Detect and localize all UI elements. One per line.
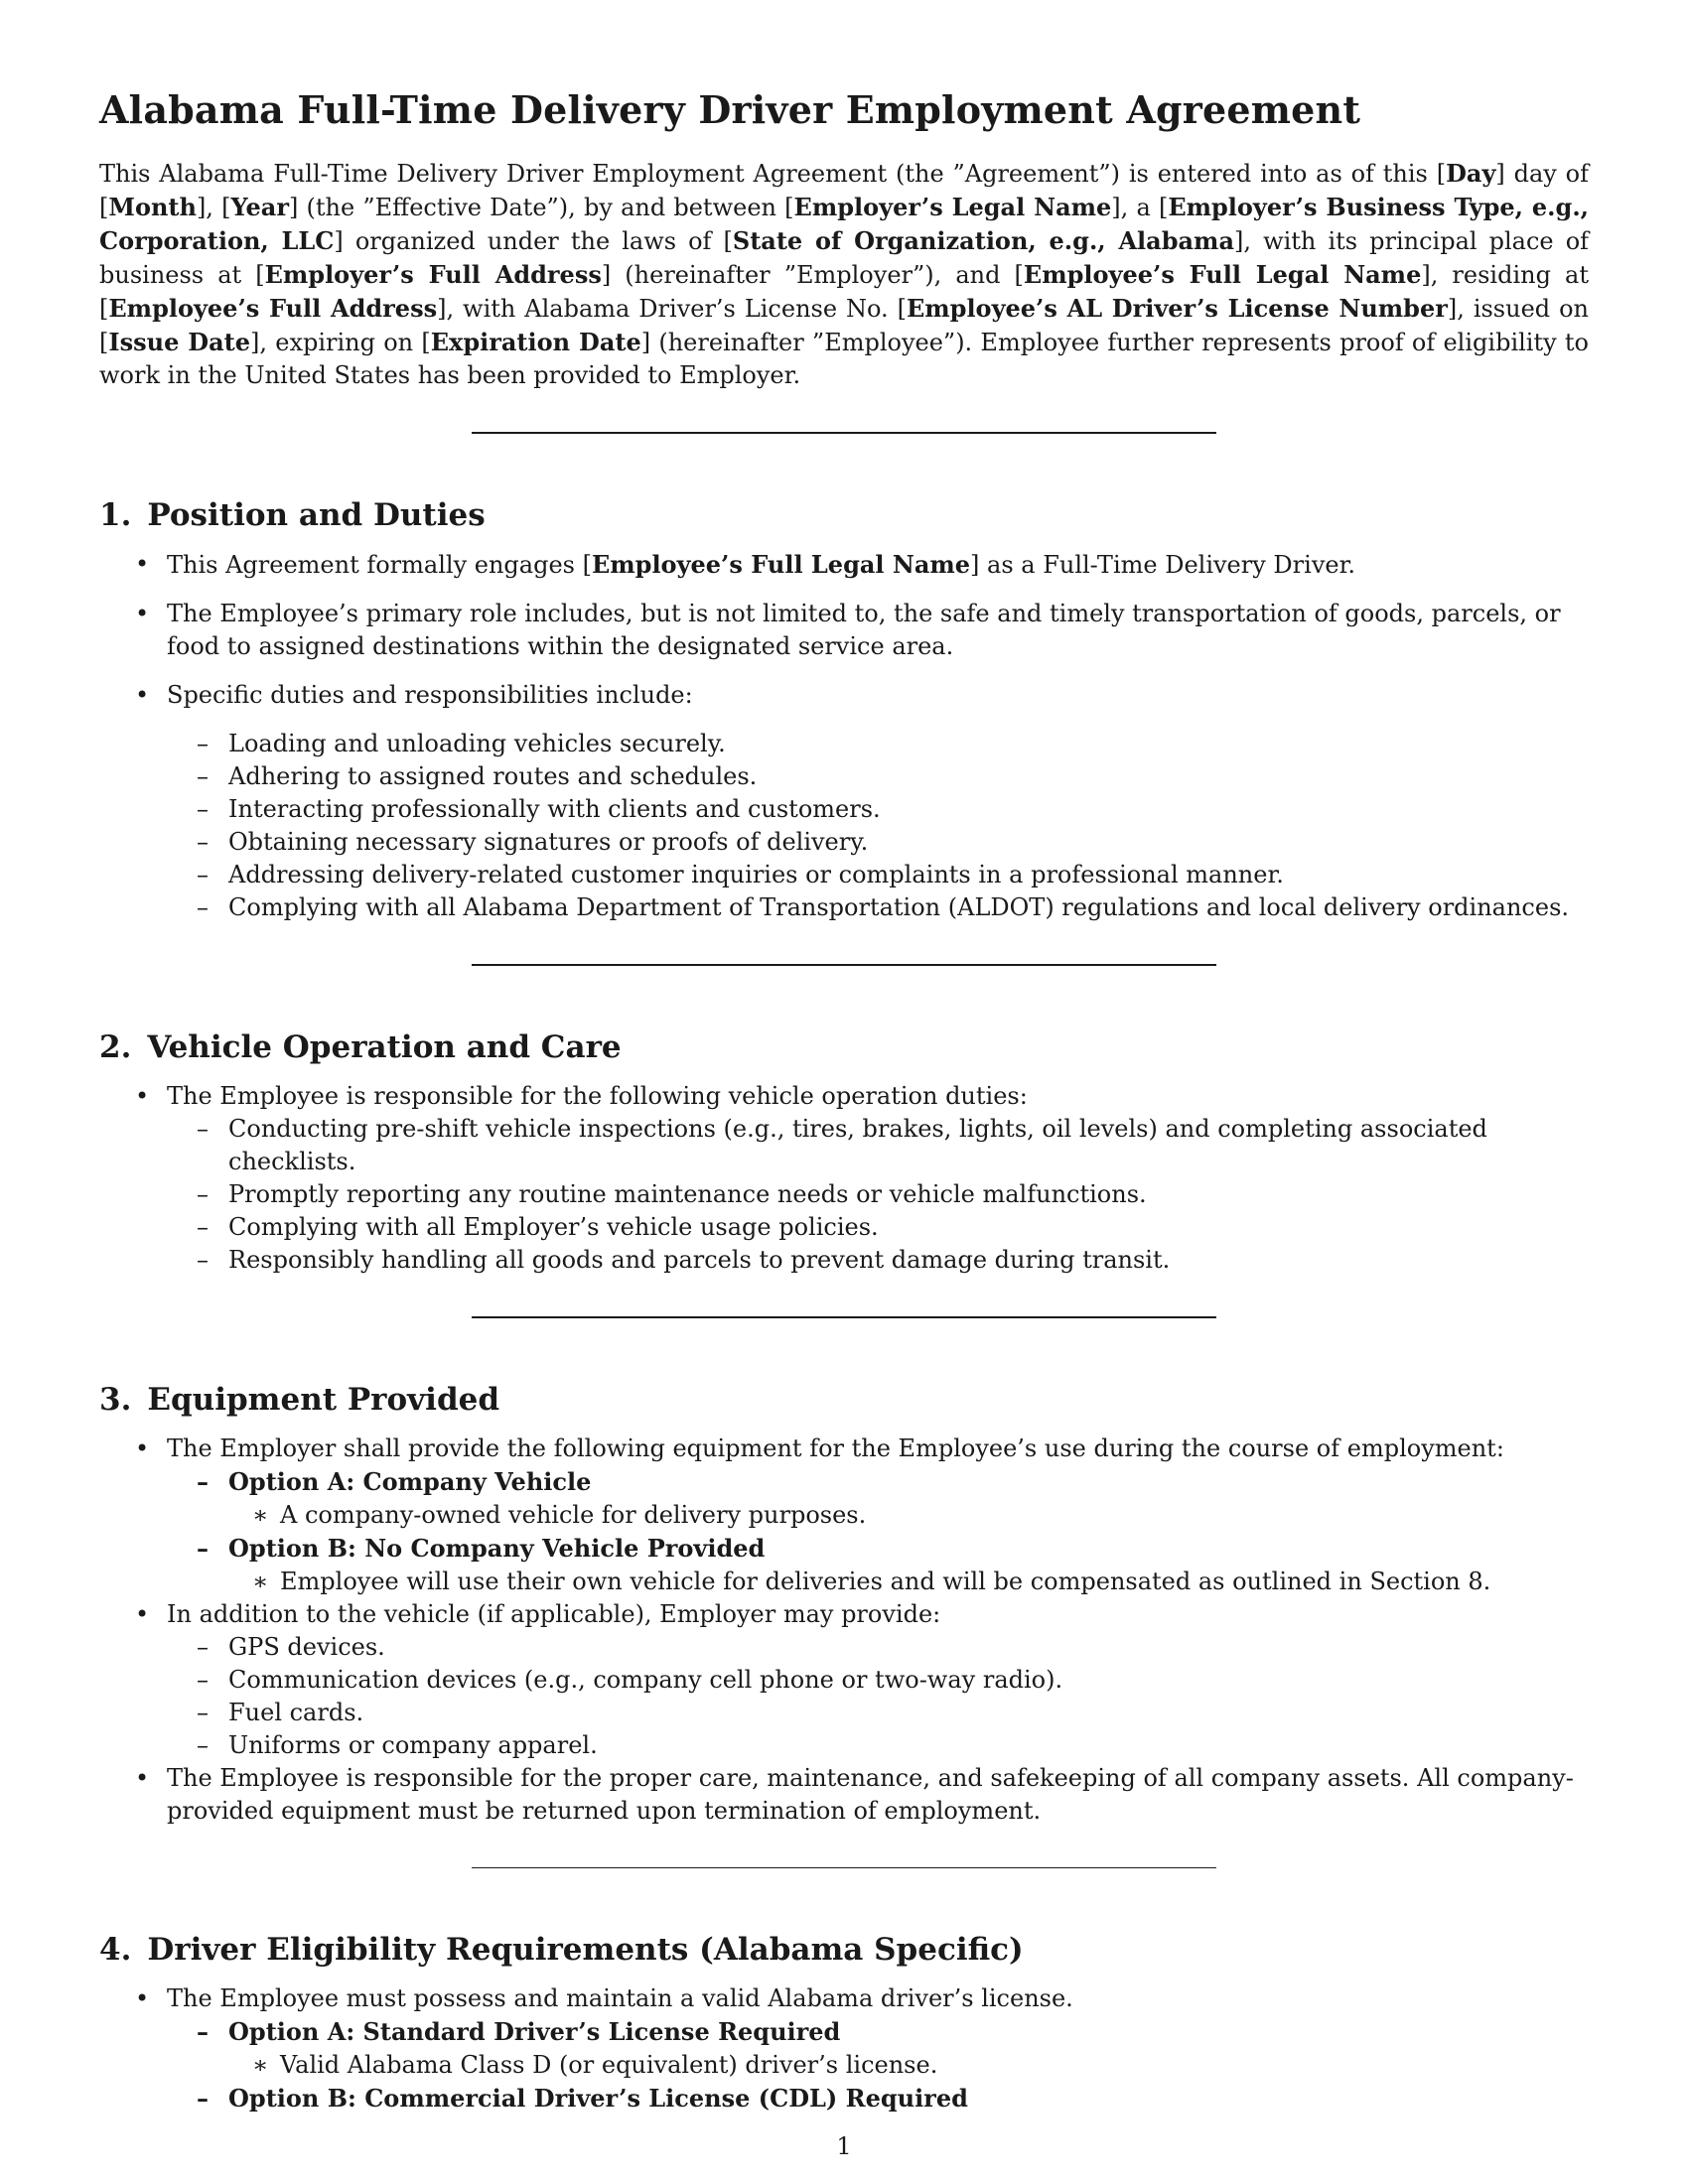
bullet-icon: • <box>135 599 150 627</box>
intro-paragraph <box>99 157 1589 392</box>
sub-list-item <box>167 859 1589 891</box>
list-item <box>99 1762 1589 1828</box>
sub-list-item-text: Conducting pre-shift vehicle inspections (e.g., tires, brakes, lights, oil levels) and completing associated checklists. <box>228 1114 1487 1175</box>
sub-sub-list <box>228 2049 1589 2082</box>
sub-sub-list-item-text: Employee will use their own vehicle for deliveries and will be compensated as outlined in Section 8. <box>280 1568 1491 1596</box>
sub-list-item <box>167 1211 1589 1244</box>
dash-icon: – <box>197 729 209 757</box>
list-item <box>99 1982 1589 2116</box>
section-number: 3. <box>99 1381 132 1418</box>
placeholder-employer-name: Employer’s Legal Name <box>793 192 1112 221</box>
sub-list-item <box>167 1697 1589 1729</box>
sub-list-item <box>167 1465 1589 1532</box>
section-equipment-provided <box>99 1382 1589 1828</box>
sub-sub-list-item-text: A company-owned vehicle for delivery purposes. <box>280 1501 867 1530</box>
sub-list-item <box>167 2082 1589 2116</box>
sub-list-item <box>167 1113 1589 1178</box>
placeholder-license-number: Employee’s AL Driver’s License Number <box>906 293 1448 323</box>
placeholder-day: Day <box>1446 158 1496 188</box>
dash-icon: – <box>197 1699 209 1727</box>
sub-list-item-text: Obtaining necessary signatures or proofs of delivery. <box>228 827 869 856</box>
dash-icon: – <box>197 1731 209 1760</box>
dash-icon: – <box>197 1179 209 1208</box>
sub-list-item <box>167 1532 1589 1598</box>
section-heading <box>99 497 1589 534</box>
sub-list-item <box>167 826 1589 859</box>
section-divider <box>472 1867 1216 1868</box>
list-item <box>99 598 1589 663</box>
placeholder-expiration-date: Expiration Date <box>430 327 641 356</box>
asterisk-icon: ∗ <box>252 1501 269 1530</box>
sub-list-item <box>167 1729 1589 1762</box>
dash-icon: – <box>197 761 209 790</box>
section-vehicle-operation <box>99 1029 1589 1277</box>
intro-text: ] organized under the laws of [ <box>334 226 733 255</box>
list-item-text: The Employer shall provide the following equipment for the Employee’s use during the course of employment: <box>167 1434 1504 1463</box>
sub-list <box>167 1465 1589 1598</box>
placeholder-employer-address: Employer’s Full Address <box>264 259 602 289</box>
placeholder-employee-name: Employee’s Full Legal Name <box>591 549 971 579</box>
sub-list-item-text: GPS devices. <box>228 1633 385 1662</box>
bullet-list <box>99 1080 1589 1277</box>
bullet-icon: • <box>135 1434 150 1463</box>
option-a-label: Option A: Company Vehicle <box>228 1467 592 1497</box>
placeholder-year: Year <box>230 192 289 221</box>
sub-list-item-text: Loading and unloading vehicles securely. <box>228 729 726 757</box>
placeholder-employee-address: Employee’s Full Address <box>108 293 438 323</box>
dash-icon: – <box>197 1212 209 1241</box>
sub-sub-list <box>228 1566 1589 1598</box>
placeholder-employee-name: Employee’s Full Legal Name <box>1023 259 1422 289</box>
sub-list-item-text: Responsibly handling all goods and parcels to prevent damage during transit. <box>228 1245 1171 1274</box>
list-item <box>99 1080 1589 1277</box>
sub-list-item-text: Complying with all Alabama Department of Transportation (ALDOT) regulations and local delivery ordinances. <box>228 892 1570 921</box>
dash-icon: – <box>197 1245 209 1274</box>
sub-list-item <box>167 1244 1589 1277</box>
dash-icon: – <box>197 1467 209 1497</box>
sub-list-item <box>167 1631 1589 1664</box>
section-number: 1. <box>99 496 132 533</box>
intro-text: ], with Alabama Driver’s License No. [ <box>437 294 907 323</box>
section-title: Equipment Provided <box>147 1381 500 1418</box>
list-item <box>99 548 1589 582</box>
bullet-icon: • <box>135 680 150 709</box>
dash-icon: – <box>197 827 209 856</box>
intro-text: ], residing at [ <box>99 260 1590 323</box>
option-b-label: Option B: Commercial Driver’s License (CDL) Required <box>228 2084 968 2114</box>
sub-list-item-text: Adhering to assigned routes and schedules. <box>228 761 758 790</box>
section-position-and-duties <box>99 497 1589 924</box>
intro-text: ] (hereinafter ”Employer”), and [ <box>601 260 1024 289</box>
intro-text: ] day of [ <box>99 159 1589 221</box>
option-a-label: Option A: Standard Driver’s License Required <box>228 2017 841 2047</box>
bullet-icon: • <box>135 1600 150 1629</box>
document-page <box>99 87 1589 2116</box>
intro-text: ], a [ <box>1111 193 1169 221</box>
sub-list-item <box>167 793 1589 826</box>
sub-list-item-text: Addressing delivery-related customer inquiries or complaints in a professional manner. <box>228 860 1284 888</box>
section-number: 2. <box>99 1028 132 1065</box>
sub-list-item <box>167 2015 1589 2082</box>
intro-text: This Alabama Full-Time Delivery Driver Employment Agreement (the ”Agreement”) is entered into as of this [ <box>99 159 1447 188</box>
section-driver-eligibility <box>99 1932 1589 2116</box>
section-title: Vehicle Operation and Care <box>147 1028 622 1065</box>
list-item <box>99 679 1589 924</box>
list-item-text: The Employee’s primary role includes, but is not limited to, the safe and timely transportation of goods, parcels, or food to assigned destinations within the designated service area. <box>167 599 1561 660</box>
sub-list <box>167 1113 1589 1277</box>
intro-text: ], with its principal place of business at [ <box>99 226 1590 289</box>
list-item-text: In addition to the vehicle (if applicable), Employer may provide: <box>167 1600 941 1629</box>
asterisk-icon: ∗ <box>252 1568 269 1596</box>
placeholder-state: State of Organization, e.g., Alabama <box>732 225 1235 255</box>
list-item <box>99 1433 1589 1598</box>
bullet-icon: • <box>135 549 150 578</box>
intro-text: ], [ <box>196 193 231 221</box>
bullet-icon: • <box>135 1764 150 1793</box>
sub-list-item <box>167 1664 1589 1697</box>
sub-list-item <box>167 891 1589 924</box>
dash-icon: – <box>197 1666 209 1695</box>
dash-icon: – <box>197 892 209 921</box>
intro-text: ], issued on [ <box>99 294 1589 356</box>
intro-text: ], expiring on [ <box>250 328 431 356</box>
sub-sub-list-item-text: Valid Alabama Class D (or equivalent) driver’s license. <box>280 2051 938 2080</box>
dash-icon: – <box>197 860 209 888</box>
dash-icon: – <box>197 1633 209 1662</box>
sub-sub-list-item <box>228 1499 1589 1532</box>
bullet-list <box>99 1982 1589 2116</box>
sub-list-item <box>167 760 1589 793</box>
list-item-text: ] as a Full-Time Delivery Driver. <box>970 550 1356 579</box>
sub-sub-list-item <box>228 2049 1589 2082</box>
sub-list <box>167 728 1589 924</box>
dash-icon: – <box>197 2017 209 2047</box>
dash-icon: – <box>197 794 209 823</box>
section-heading <box>99 1029 1589 1066</box>
sub-sub-list <box>228 1499 1589 1532</box>
placeholder-month: Month <box>108 192 197 221</box>
placeholder-issue-date: Issue Date <box>108 327 251 356</box>
dash-icon: – <box>197 1114 209 1143</box>
dash-icon: – <box>197 2084 209 2114</box>
sub-list <box>167 1631 1589 1762</box>
asterisk-icon: ∗ <box>252 2051 269 2080</box>
bullet-list <box>99 1433 1589 1828</box>
sub-sub-list-item <box>228 1566 1589 1598</box>
dash-icon: – <box>197 1534 209 1564</box>
section-heading <box>99 1932 1589 1969</box>
section-divider <box>472 1316 1216 1318</box>
sub-list-item-text: Uniforms or company apparel. <box>228 1731 598 1760</box>
page-number: 1 <box>836 2132 852 2160</box>
intro-text: ] (hereinafter ”Employee”). Employee further represents proof of eligibility to work in the United States has been provided to Employer. <box>99 328 1589 389</box>
sub-list-item-text: Complying with all Employer’s vehicle usage policies. <box>228 1212 879 1241</box>
sub-list-item-text: Communication devices (e.g., company cell phone or two-way radio). <box>228 1666 1063 1695</box>
list-item-text: The Employee must possess and maintain a valid Alabama driver’s license. <box>167 1984 1073 2013</box>
sub-list-item-text: Interacting professionally with clients and customers. <box>228 794 881 823</box>
list-item-text: The Employee is responsible for the following vehicle operation duties: <box>167 1081 1028 1110</box>
sub-list-item <box>167 728 1589 760</box>
bullet-icon: • <box>135 1984 150 2013</box>
section-divider <box>472 964 1216 966</box>
sub-list-item-text: Fuel cards. <box>228 1699 364 1727</box>
list-item-text: This Agreement formally engages [ <box>167 550 592 579</box>
placeholder-business-type: Employer’s Business Type, e.g., Corporation, LLC <box>99 192 1590 255</box>
option-b-label: Option B: No Company Vehicle Provided <box>228 1534 766 1564</box>
bullet-icon: • <box>135 1081 150 1110</box>
section-number: 4. <box>99 1932 132 1969</box>
intro-text: ] (the ”Effective Date”), by and between [ <box>289 193 794 221</box>
list-item <box>99 1598 1589 1762</box>
bullet-list <box>99 548 1589 924</box>
section-heading <box>99 1382 1589 1419</box>
sub-list <box>167 2015 1589 2116</box>
section-title: Position and Duties <box>147 496 486 533</box>
section-title: Driver Eligibility Requirements (Alabama Specific) <box>147 1932 1024 1969</box>
list-item-text: Specific duties and responsibilities include: <box>167 680 693 709</box>
document-title: Alabama Full-Time Delivery Driver Employment Agreement <box>99 87 1361 132</box>
sub-list-item-text: Promptly reporting any routine maintenance needs or vehicle malfunctions. <box>228 1179 1147 1208</box>
sub-list-item <box>167 1178 1589 1211</box>
section-divider <box>472 432 1216 434</box>
list-item-text: The Employee is responsible for the proper care, maintenance, and safekeeping of all company assets. All company-provided equipment must be returned upon termination of employment. <box>167 1764 1574 1826</box>
